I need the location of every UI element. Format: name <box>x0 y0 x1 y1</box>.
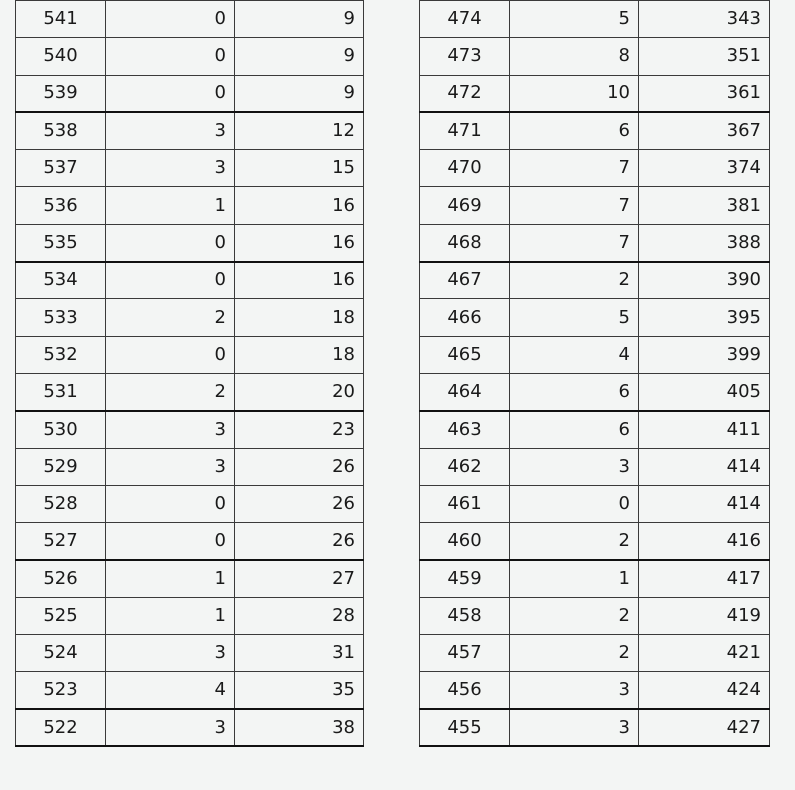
cumulative-cell: 9 <box>235 75 364 112</box>
table-row <box>16 299 364 336</box>
table-row <box>420 1 770 38</box>
score-cell: 531 <box>16 373 106 410</box>
score-table-left-body <box>16 1 364 747</box>
score-cell: 534 <box>16 262 106 299</box>
cumulative-cell: 414 <box>639 485 770 522</box>
cumulative-cell: 23 <box>235 411 364 448</box>
score-cell: 541 <box>16 1 106 38</box>
table-row <box>16 597 364 634</box>
cumulative-cell: 421 <box>639 635 770 672</box>
score-cell: 527 <box>16 523 106 560</box>
table-row <box>420 373 770 410</box>
count-cell: 0 <box>106 224 235 261</box>
score-cell: 540 <box>16 38 106 75</box>
cumulative-cell: 367 <box>639 112 770 149</box>
count-cell: 8 <box>510 38 639 75</box>
table-row <box>16 448 364 485</box>
table-row <box>420 597 770 634</box>
count-cell: 4 <box>510 336 639 373</box>
cumulative-cell: 38 <box>235 709 364 746</box>
cumulative-cell: 26 <box>235 523 364 560</box>
count-cell: 0 <box>106 523 235 560</box>
cumulative-cell: 381 <box>639 187 770 224</box>
table-row <box>420 38 770 75</box>
table-row <box>420 187 770 224</box>
table-row <box>420 262 770 299</box>
table-row <box>16 112 364 149</box>
table-row <box>16 709 364 746</box>
score-cell: 456 <box>420 672 510 709</box>
cumulative-cell: 427 <box>639 709 770 746</box>
cumulative-cell: 15 <box>235 150 364 187</box>
count-cell: 0 <box>106 75 235 112</box>
table-row <box>16 672 364 709</box>
table-row <box>16 262 364 299</box>
count-cell: 6 <box>510 373 639 410</box>
count-cell: 1 <box>106 187 235 224</box>
count-cell: 5 <box>510 299 639 336</box>
cumulative-cell: 388 <box>639 224 770 261</box>
score-cell: 528 <box>16 485 106 522</box>
count-cell: 7 <box>510 187 639 224</box>
count-cell: 0 <box>510 485 639 522</box>
score-cell: 526 <box>16 560 106 597</box>
count-cell: 2 <box>106 373 235 410</box>
table-row <box>420 635 770 672</box>
count-cell: 1 <box>106 560 235 597</box>
cumulative-cell: 414 <box>639 448 770 485</box>
score-table-right <box>419 0 770 747</box>
table-row <box>420 709 770 746</box>
table-row <box>420 448 770 485</box>
count-cell: 2 <box>510 597 639 634</box>
score-cell: 538 <box>16 112 106 149</box>
score-cell: 473 <box>420 38 510 75</box>
score-cell: 530 <box>16 411 106 448</box>
score-cell: 462 <box>420 448 510 485</box>
cumulative-cell: 27 <box>235 560 364 597</box>
score-cell: 455 <box>420 709 510 746</box>
score-cell: 525 <box>16 597 106 634</box>
cumulative-cell: 20 <box>235 373 364 410</box>
score-cell: 464 <box>420 373 510 410</box>
count-cell: 3 <box>106 150 235 187</box>
score-cell: 461 <box>420 485 510 522</box>
cumulative-cell: 395 <box>639 299 770 336</box>
score-cell: 537 <box>16 150 106 187</box>
count-cell: 7 <box>510 224 639 261</box>
score-cell: 536 <box>16 187 106 224</box>
score-cell: 523 <box>16 672 106 709</box>
count-cell: 6 <box>510 112 639 149</box>
table-row <box>16 485 364 522</box>
table-row <box>420 411 770 448</box>
count-cell: 6 <box>510 411 639 448</box>
cumulative-cell: 424 <box>639 672 770 709</box>
table-row <box>420 560 770 597</box>
cumulative-cell: 18 <box>235 336 364 373</box>
score-cell: 471 <box>420 112 510 149</box>
table-row <box>16 411 364 448</box>
cumulative-cell: 416 <box>639 523 770 560</box>
table-row <box>420 299 770 336</box>
table-row <box>420 75 770 112</box>
cumulative-cell: 16 <box>235 262 364 299</box>
count-cell: 0 <box>106 1 235 38</box>
table-row <box>420 224 770 261</box>
table-row <box>420 523 770 560</box>
cumulative-cell: 26 <box>235 448 364 485</box>
table-row <box>420 672 770 709</box>
count-cell: 3 <box>106 448 235 485</box>
count-cell: 0 <box>106 38 235 75</box>
score-cell: 459 <box>420 560 510 597</box>
count-cell: 3 <box>510 672 639 709</box>
score-cell: 470 <box>420 150 510 187</box>
cumulative-cell: 16 <box>235 187 364 224</box>
cumulative-cell: 374 <box>639 150 770 187</box>
score-cell: 529 <box>16 448 106 485</box>
score-table-left <box>15 0 364 747</box>
count-cell: 3 <box>106 709 235 746</box>
cumulative-cell: 417 <box>639 560 770 597</box>
table-row <box>420 150 770 187</box>
cumulative-cell: 419 <box>639 597 770 634</box>
count-cell: 7 <box>510 150 639 187</box>
score-cell: 535 <box>16 224 106 261</box>
score-cell: 532 <box>16 336 106 373</box>
cumulative-cell: 26 <box>235 485 364 522</box>
cumulative-cell: 361 <box>639 75 770 112</box>
count-cell: 1 <box>106 597 235 634</box>
cumulative-cell: 9 <box>235 38 364 75</box>
score-cell: 539 <box>16 75 106 112</box>
count-cell: 3 <box>510 448 639 485</box>
table-row <box>16 187 364 224</box>
count-cell: 3 <box>510 709 639 746</box>
table-row <box>420 112 770 149</box>
score-table-right-body <box>420 1 770 747</box>
table-row <box>16 150 364 187</box>
cumulative-cell: 351 <box>639 38 770 75</box>
table-row <box>420 336 770 373</box>
count-cell: 4 <box>106 672 235 709</box>
score-cell: 463 <box>420 411 510 448</box>
count-cell: 0 <box>106 485 235 522</box>
count-cell: 2 <box>510 635 639 672</box>
score-cell: 469 <box>420 187 510 224</box>
count-cell: 5 <box>510 1 639 38</box>
table-row <box>16 635 364 672</box>
score-cell: 457 <box>420 635 510 672</box>
cumulative-cell: 399 <box>639 336 770 373</box>
score-cell: 466 <box>420 299 510 336</box>
cumulative-cell: 343 <box>639 1 770 38</box>
count-cell: 0 <box>106 336 235 373</box>
cumulative-cell: 31 <box>235 635 364 672</box>
cumulative-cell: 16 <box>235 224 364 261</box>
score-cell: 474 <box>420 1 510 38</box>
score-cell: 522 <box>16 709 106 746</box>
score-cell: 467 <box>420 262 510 299</box>
table-row <box>16 373 364 410</box>
cumulative-cell: 9 <box>235 1 364 38</box>
score-cell: 533 <box>16 299 106 336</box>
score-cell: 472 <box>420 75 510 112</box>
table-row <box>16 560 364 597</box>
cumulative-cell: 35 <box>235 672 364 709</box>
count-cell: 3 <box>106 635 235 672</box>
count-cell: 1 <box>510 560 639 597</box>
count-cell: 0 <box>106 262 235 299</box>
score-cell: 458 <box>420 597 510 634</box>
table-row <box>420 485 770 522</box>
cumulative-cell: 18 <box>235 299 364 336</box>
count-cell: 2 <box>106 299 235 336</box>
count-cell: 2 <box>510 523 639 560</box>
cumulative-cell: 12 <box>235 112 364 149</box>
count-cell: 10 <box>510 75 639 112</box>
cumulative-cell: 411 <box>639 411 770 448</box>
count-cell: 2 <box>510 262 639 299</box>
table-row <box>16 75 364 112</box>
table-row <box>16 523 364 560</box>
table-row <box>16 336 364 373</box>
table-row <box>16 224 364 261</box>
cumulative-cell: 28 <box>235 597 364 634</box>
score-cell: 524 <box>16 635 106 672</box>
table-row <box>16 1 364 38</box>
table-row <box>16 38 364 75</box>
count-cell: 3 <box>106 411 235 448</box>
cumulative-cell: 390 <box>639 262 770 299</box>
score-cell: 465 <box>420 336 510 373</box>
count-cell: 3 <box>106 112 235 149</box>
cumulative-cell: 405 <box>639 373 770 410</box>
score-cell: 468 <box>420 224 510 261</box>
score-cell: 460 <box>420 523 510 560</box>
